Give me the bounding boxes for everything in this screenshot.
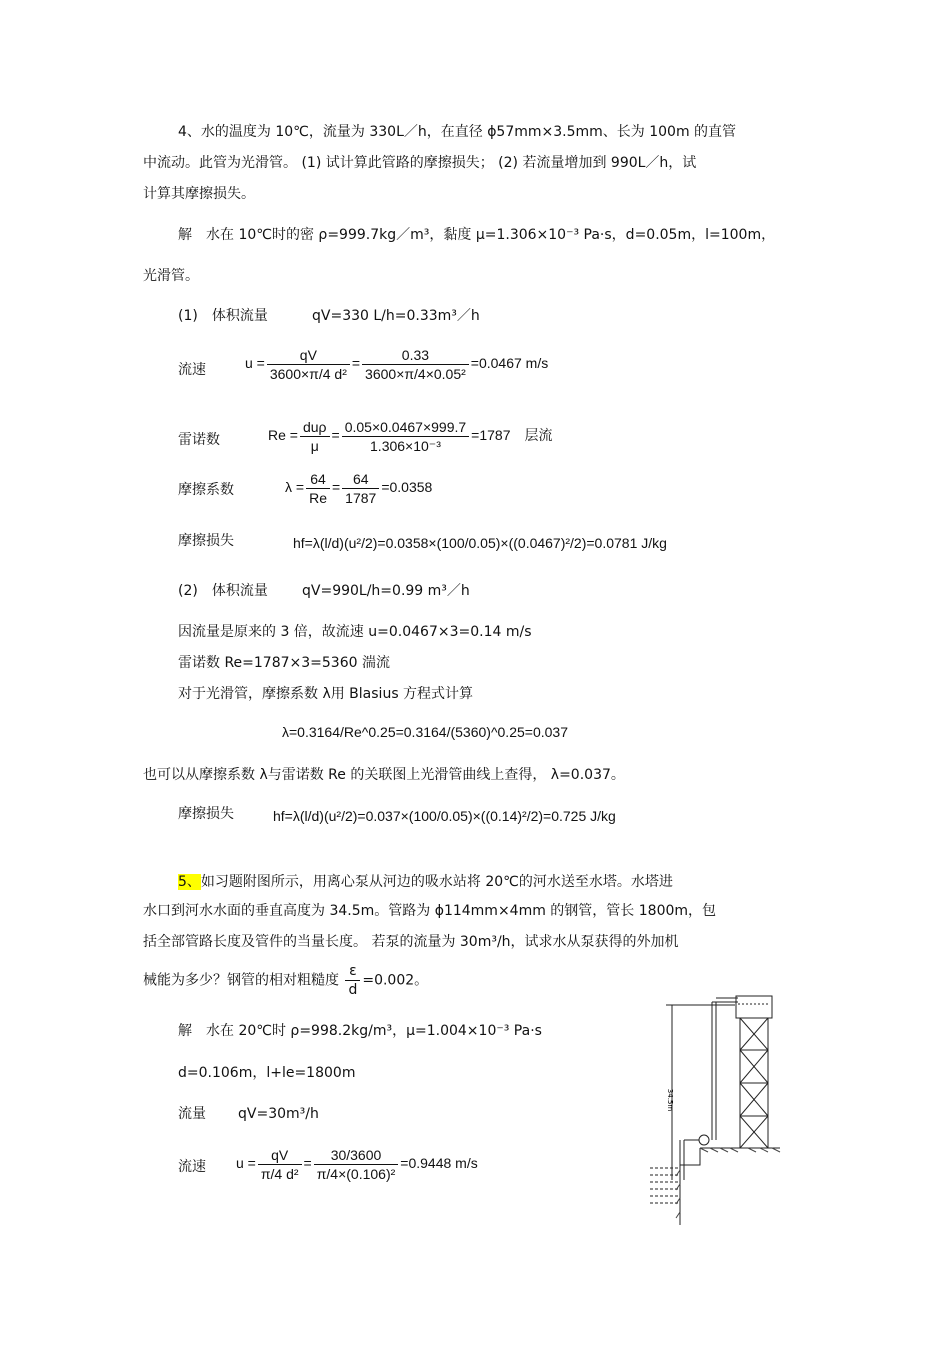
result: =0.0467 m/s	[470, 355, 549, 372]
p5-statement-text: 如习题附图所示，用离心泵从河边的吸水站将 20℃的河水送至水塔。水塔进	[200, 874, 673, 890]
p4-headloss-equation: hf=λ(l/d)(u²/2)=0.0358×(100/0.05)×((0.0467)²/2)=0.0781 J/kg	[293, 535, 667, 551]
p4-statement-line2: 中流动。此管为光滑管。 (1) 试计算此管路的摩擦损失； (2) 若流量增加到 990L／h，试	[143, 155, 697, 171]
p4-statement-line3: 计算其摩擦损失。	[143, 186, 255, 202]
frac-num: ε	[345, 962, 360, 981]
text: =0.002。	[362, 972, 429, 989]
p4-friction-label: 摩擦系数	[178, 482, 234, 498]
p4-velocity2-line: 因流量是原来的 3 倍，故流速 u=0.0467×3=0.14 m/s	[178, 624, 532, 640]
frac-den: 3600×π/4 d²	[269, 366, 347, 382]
p4-q2-equation: qV=990L/h=0.99 m³／h	[302, 583, 470, 599]
p5-flow-label: 流量	[178, 1106, 206, 1122]
p4-chart-line: 也可以从摩擦系数 λ与雷诺数 Re 的关联图上光滑管曲线上查得， λ=0.037。	[143, 767, 625, 783]
result: =0.9448 m/s	[400, 1155, 478, 1172]
p4-blasius-line: 对于光滑管，摩擦系数 λ用 Blasius 方程式计算	[178, 686, 474, 702]
pump-icon	[699, 1135, 709, 1145]
p4-solution-line2: 光滑管。	[143, 268, 199, 284]
p4-reynolds-equation: Re = $\frac{\text{duρ}}{\mu}$ = $\frac{0.05\times 0.0467\times 999.7}{\text{1.306×10⁻³}}$ =1787 层流	[268, 419, 553, 454]
p4-blasius-equation: λ=0.3164/Re^0.25=0.3164/(5360)^0.25=0.037	[282, 724, 568, 740]
frac-den: 1.306×10⁻³	[370, 438, 441, 454]
p5-statement-line3: 括全部管路长度及管件的当量长度。 若泵的流量为 30m³/h，试求水从泵获得的外加机	[143, 934, 679, 950]
result: =1787 层流	[471, 427, 553, 444]
p5-velocity-equation: u = $\frac{qV}{\text{π/4 d²}}$ = $\frac{30/3600}{\text{π/4×(0.106)²}}$ =0.9448 m/s	[236, 1147, 478, 1182]
frac-den: 3600×π/4×0.05²	[365, 366, 466, 382]
text: 械能为多少？钢管的相对粗糙度	[143, 972, 339, 989]
p5-number: 5、	[178, 874, 201, 890]
p4-reynolds-label: 雷诺数	[178, 432, 220, 448]
frac-num: 30/3600	[314, 1146, 399, 1165]
p4-q1-label: (1) 体积流量	[178, 308, 268, 324]
frac-num: 0.05×0.0467×999.7	[342, 418, 469, 437]
frac-den: π/4 d²	[260, 1166, 299, 1182]
frac-num: qV	[267, 346, 350, 365]
pump-tower-figure	[640, 990, 790, 1225]
p4-velocity-equation: u = $\frac{qV}{\text{3600×π/4 d²}}$ = $\frac{0.33}{\text{3600×π/4×0.05²}}$ =0.0467 m/s	[245, 347, 549, 382]
p4-headloss-label: 摩擦损失	[178, 533, 234, 549]
p4-headloss2-equation: hf=λ(l/d)(u²/2)=0.037×(100/0.05)×((0.14)²/2)=0.725 J/kg	[273, 808, 616, 824]
p5-solution-line1: 解 水在 20℃时 ρ=998.2kg/m³，μ=1.004×10⁻³ Pa·s	[178, 1023, 542, 1039]
frac-den: d	[348, 982, 358, 998]
p4-statement-line1: 4、水的温度为 10℃，流量为 330L／h，在直径 ϕ57mm×3.5mm、长为 100m 的直管	[178, 124, 737, 140]
p4-reynolds2-line: 雷诺数 Re=1787×3=5360 湍流	[178, 655, 390, 671]
frac-num: duρ	[300, 418, 330, 437]
p4-q2-label: (2) 体积流量	[178, 583, 268, 599]
frac-den: μ	[310, 438, 319, 454]
frac-den: 1787	[345, 490, 377, 506]
p5-statement-line1	[178, 872, 673, 892]
result: =0.0358	[381, 479, 433, 496]
p4-solution-line1: 解 水在 10℃时的密 ρ=999.7kg／m³，黏度 μ=1.306×10⁻³ Pa·s，d=0.05m，l=100m，	[178, 227, 776, 243]
p5-velocity-label: 流速	[178, 1159, 206, 1175]
p5-statement-line4	[143, 962, 428, 999]
water-tank	[736, 996, 772, 1018]
frac-den: π/4×(0.106)²	[316, 1166, 396, 1182]
frac-num: 0.33	[362, 346, 469, 365]
p5-solution-line2: d=0.106m，l+le=1800m	[178, 1065, 356, 1081]
frac-num: 64	[306, 470, 330, 489]
p5-flow-equation: qV=30m³/h	[238, 1106, 319, 1122]
frac-num: 64	[342, 470, 379, 489]
p5-statement-line2: 水口到河水水面的垂直高度为 34.5m。管路为 ϕ114mm×4mm 的钢管，管长 1800m，包	[143, 903, 717, 919]
frac-den: Re	[309, 490, 327, 506]
p4-friction-equation: λ = $\frac{64}{Re}$ = $\frac{64}{1787}$ =0.0358	[285, 471, 433, 506]
p4-q1-equation: qV=330 L/h=0.33m³／h	[312, 308, 480, 324]
p4-velocity-label: 流速	[178, 362, 206, 378]
p4-headloss2-label: 摩擦损失	[178, 806, 234, 822]
frac-num: qV	[258, 1146, 302, 1165]
height-label: 34.5m	[666, 1088, 674, 1112]
